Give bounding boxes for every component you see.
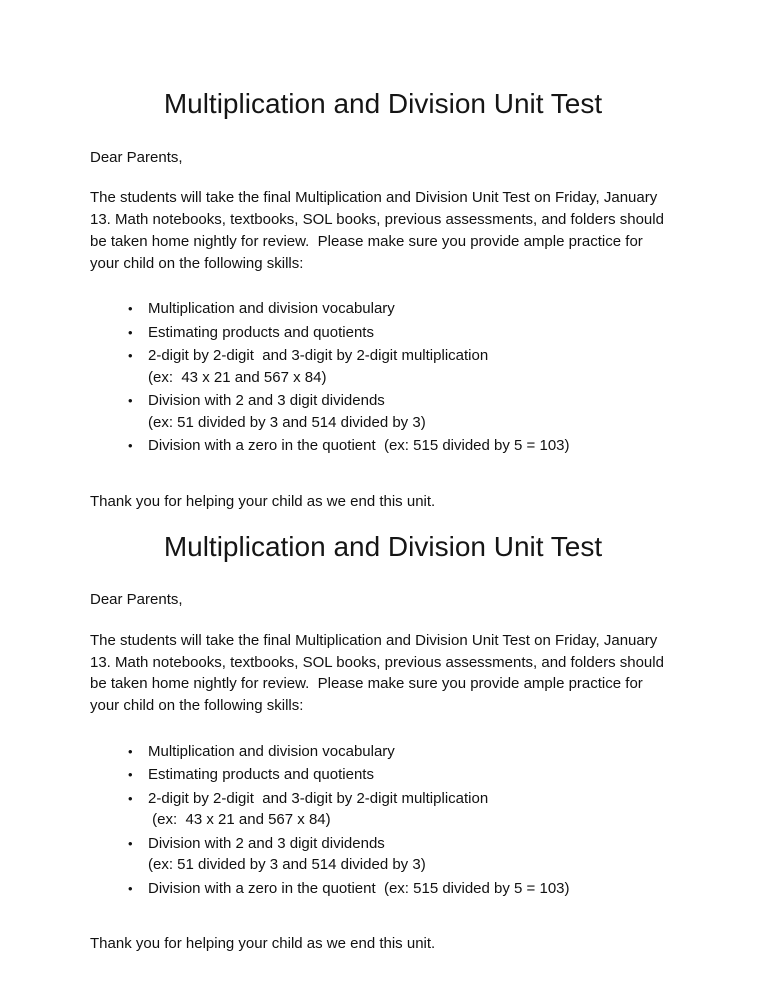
document-title: Multiplication and Division Unit Test — [163, 530, 603, 562]
document-title: Multiplication and Division Unit Test — [163, 88, 603, 119]
skills-list — [90, 298, 676, 457]
bullet-icon: • — [128, 393, 133, 409]
bullet-icon: • — [128, 767, 133, 783]
list-item-text: 2-digit by 2-digit and 3-digit by 2-digit multiplication — [148, 789, 489, 807]
bullet-icon: • — [128, 348, 133, 364]
list-item-text: Division with a zero in the quotient (ex: 515 divided by 5 = 103) — [148, 437, 570, 455]
list-item-subtext: (ex: 43 x 21 and 567 x 84) — [148, 368, 327, 386]
list-item — [128, 833, 676, 876]
closing-paragraph: Thank you for helping your child as we end this unit. — [90, 935, 436, 953]
bullet-icon: • — [128, 743, 133, 759]
list-item-text: Division with a zero in the quotient (ex: 515 divided by 5 = 103) — [148, 879, 570, 897]
bullet-icon: • — [128, 301, 133, 317]
bullet-icon: • — [128, 790, 133, 806]
list-item-text: Estimating products and quotients — [148, 766, 374, 784]
list-item — [128, 390, 676, 433]
list-item — [128, 878, 676, 900]
list-item — [128, 298, 676, 320]
intro-paragraph: The students will take the final Multiplication and Division Unit Test on Friday, January 13. Math notebooks, textbooks, SOL books, previous assessments, and folders should be taken home nightly for review. Please make sure you provide ample practice for your child on the following skills: — [90, 631, 669, 715]
list-item-text: Division with 2 and 3 digit dividends — [148, 392, 385, 410]
bullet-icon: • — [128, 880, 133, 896]
bullet-icon: • — [128, 835, 133, 851]
salutation: Dear Parents, — [90, 148, 183, 166]
list-item — [128, 435, 676, 457]
intro-paragraph: The students will take the final Multiplication and Division Unit Test on Friday, January 13. Math notebooks, textbooks, SOL books, previous assessments, and folders should be taken home nightly for review. Please make sure you provide ample practice for your child on the following skills: — [90, 189, 669, 272]
list-item-text: Multiplication and division vocabulary — [148, 742, 395, 760]
list-item-text: Division with 2 and 3 digit dividends — [148, 834, 385, 852]
bullet-icon: • — [128, 438, 133, 454]
salutation: Dear Parents, — [90, 591, 183, 609]
list-item-text: Estimating products and quotients — [148, 323, 374, 341]
skills-list — [90, 741, 676, 900]
bullet-icon: • — [128, 324, 133, 340]
list-item — [128, 741, 676, 763]
list-item — [128, 788, 676, 831]
list-item-text: 2-digit by 2-digit and 3-digit by 2-digit multiplication — [148, 347, 489, 365]
list-item-subtext: (ex: 43 x 21 and 567 x 84) — [148, 811, 331, 829]
list-item-text: Multiplication and division vocabulary — [148, 300, 395, 318]
list-item — [128, 764, 676, 786]
list-item — [128, 345, 676, 388]
closing-paragraph: Thank you for helping your child as we end this unit. — [90, 492, 436, 510]
list-item — [128, 322, 676, 344]
list-item-subtext: (ex: 51 divided by 3 and 514 divided by 3) — [148, 413, 426, 431]
letter-section-2 — [90, 527, 676, 956]
list-item-subtext: (ex: 51 divided by 3 and 514 divided by 3) — [148, 856, 426, 874]
letter-section-1 — [90, 84, 676, 513]
